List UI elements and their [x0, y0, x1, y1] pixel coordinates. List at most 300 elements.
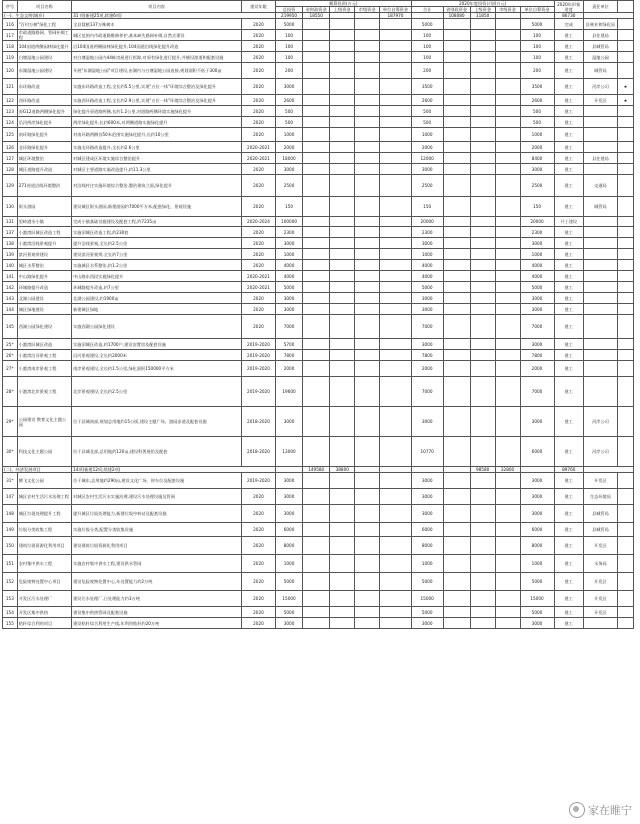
cell-u2 [470, 19, 495, 30]
cell-u2 [470, 523, 495, 537]
cell-m2 [495, 523, 520, 537]
cell-u2 [470, 217, 495, 227]
cell-content: 绿化提升原道路两侧,长约1.2公里,对道路两侧环境实施绿化提升 [72, 106, 242, 117]
cell-year: 2020 [241, 591, 275, 607]
cell-o2: 8400 [520, 153, 554, 164]
table-row [3, 407, 634, 437]
cell-o2: 1000 [520, 249, 554, 260]
cell-prog: 建工 [554, 304, 583, 315]
section-value: 18550 [303, 13, 330, 19]
cell-s2 [443, 217, 470, 227]
cell-m2 [495, 555, 520, 573]
cell-u2 [470, 377, 495, 407]
cell-u [330, 350, 355, 361]
cell-total: 2300 [275, 227, 302, 238]
cell-s [303, 41, 330, 52]
cell-sum: 3000 [411, 339, 443, 350]
cell-u [330, 505, 355, 523]
cell-year: 2020 [241, 95, 275, 106]
section-value: 98580 [470, 467, 495, 473]
table-row [3, 95, 634, 106]
cell-s [303, 249, 330, 260]
cell-name: 城区绿地建设 [17, 304, 71, 315]
cell-total: 3000 [275, 238, 302, 249]
cell-s [303, 489, 330, 505]
cell-o [380, 361, 412, 377]
cell-s2 [443, 153, 470, 164]
cell-unit [583, 106, 617, 117]
cell-content: 城区范围内市政道路维修养护,基本缺失路网补缀,自然式建设 [72, 30, 242, 41]
cell-m [355, 52, 380, 63]
cell-m2 [495, 505, 520, 523]
cell-content: 对南环路两侧各50米范围实施绿化提升,长约10公里 [72, 128, 242, 142]
header-subcell: 上级资金 [330, 7, 355, 13]
table-row [3, 555, 634, 573]
cell-o [380, 238, 412, 249]
cell-s [303, 618, 330, 629]
cell-u2 [470, 153, 495, 164]
cell-no: 140 [3, 260, 18, 271]
cell-sum: 3000 [411, 473, 443, 489]
cell-o2: 2600 [520, 95, 554, 106]
cell-year: 2020 [241, 523, 275, 537]
cell-u2 [470, 41, 495, 52]
cell-s [303, 505, 330, 523]
cell-name: 里岭港水小镇 [17, 217, 71, 227]
cell-u [330, 473, 355, 489]
cell-prog: 建工 [554, 282, 583, 293]
cell-mark [617, 153, 633, 164]
cell-content: 建设建筑垃圾资源化利用项目 [72, 537, 242, 555]
cell-mark [617, 142, 633, 153]
table-row [3, 117, 634, 128]
cell-m2 [495, 473, 520, 489]
cell-no: 148 [3, 505, 18, 523]
cell-s2 [443, 128, 470, 142]
cell-content: 实施西湖公园绿化建设 [72, 315, 242, 339]
cell-m2 [495, 489, 520, 505]
cell-m2 [495, 618, 520, 629]
cell-s [303, 142, 330, 153]
cell-year: 2020 [241, 573, 275, 591]
cell-total: 15000 [275, 591, 302, 607]
cell-s2 [443, 238, 470, 249]
cell-s2 [443, 377, 470, 407]
cell-m [355, 591, 380, 607]
cell-s2 [443, 361, 470, 377]
cell-unit: 开发区 [583, 607, 617, 618]
cell-o [380, 407, 412, 437]
cell-no: 121 [3, 79, 18, 95]
cell-content: 环城路提升改造,约7公里 [72, 282, 242, 293]
cell-content: 对沿线村庄实施环境综合整治,整治建筑立面,绿化提升 [72, 175, 242, 197]
cell-year: 2020 [241, 175, 275, 197]
cell-prog: 建工 [554, 523, 583, 537]
cell-year: 2020 [241, 63, 275, 79]
cell-name: 北湖公园建设 [17, 293, 71, 304]
cell-m2 [495, 79, 520, 95]
cell-total: 500 [275, 117, 302, 128]
cell-unit [583, 238, 617, 249]
cell-prog: 建工 [554, 505, 583, 523]
cell-u [330, 555, 355, 573]
cell-name: 科技文化主题公园 [17, 437, 71, 467]
cell-u2 [470, 350, 495, 361]
cell-unit [583, 142, 617, 153]
table-row [3, 153, 634, 164]
cell-prog: 建工 [554, 52, 583, 63]
cell-sum: 100 [411, 30, 443, 41]
cell-year: 2020 [241, 607, 275, 618]
cell-u [330, 607, 355, 618]
cell-prog: 建工 [554, 555, 583, 573]
cell-o [380, 164, 412, 175]
cell-sum: 2600 [411, 95, 443, 106]
table-row [3, 523, 634, 537]
cell-prog: 开工建设 [554, 217, 583, 227]
cell-o [380, 19, 412, 30]
watermark [569, 802, 632, 818]
cell-mark [617, 30, 633, 41]
cell-total: 3000 [275, 618, 302, 629]
cell-total: 3000 [275, 293, 302, 304]
table-row [3, 505, 634, 523]
cell-mark [617, 407, 633, 437]
cell-year: 2020 [241, 260, 275, 271]
header-subcell: 单位自筹资金 [520, 7, 554, 13]
cell-s2 [443, 339, 470, 350]
cell-u [330, 117, 355, 128]
cell-s2 [443, 249, 470, 260]
cell-prog: 建工 [554, 260, 583, 271]
cell-year: 2020 [241, 537, 275, 555]
cell-no: 124 [3, 117, 18, 128]
cell-u [330, 271, 355, 282]
cell-u [330, 489, 355, 505]
cell-year: 2018-2020 [241, 407, 275, 437]
cell-sum: 3500 [411, 79, 443, 95]
cell-o [380, 489, 412, 505]
cell-s [303, 260, 330, 271]
cell-name: 开发区集中供热 [17, 607, 71, 618]
cell-mark: ★ [617, 79, 633, 95]
cell-prog: 建工 [554, 227, 583, 238]
cell-s2 [443, 197, 470, 217]
cell-no: 130 [3, 197, 18, 217]
cell-year: 2020 [241, 249, 275, 260]
cell-unit: 河岸公司 [583, 437, 617, 467]
cell-s2 [443, 95, 470, 106]
cell-m2 [495, 591, 520, 607]
table-row [3, 19, 634, 30]
cell-year: 2020 [241, 79, 275, 95]
cell-content: 提升城区垃圾处理能力,新建垃圾中转站及配套设施 [72, 505, 242, 523]
cell-name: 西湖公园绿化建设 [17, 315, 71, 339]
cell-total: 500 [275, 106, 302, 117]
cell-unit: 开发区 [583, 537, 617, 555]
cell-total: 5700 [275, 339, 302, 350]
cell-m2 [495, 249, 520, 260]
cell-prog: 建工 [554, 437, 583, 467]
cell-m2 [495, 95, 520, 106]
header-subcell: 上级资金 [470, 7, 495, 13]
cell-o [380, 437, 412, 467]
cell-mark [617, 304, 633, 315]
cell-sum: 2000 [411, 142, 443, 153]
cell-s2 [443, 41, 470, 52]
cell-u [330, 79, 355, 95]
cell-s2 [443, 523, 470, 537]
cell-m2 [495, 407, 520, 437]
cell-mark [617, 63, 633, 79]
table-row [3, 227, 634, 238]
cell-total: 13000 [275, 437, 302, 467]
cell-s2 [443, 555, 470, 573]
cell-s [303, 52, 330, 63]
cell-no: 139 [3, 249, 18, 260]
cell-o2: 100 [520, 30, 554, 41]
cell-u [330, 106, 355, 117]
cell-o2: 3000 [520, 339, 554, 350]
cell-m2 [495, 153, 520, 164]
cell-s [303, 282, 330, 293]
cell-no: 25* [3, 339, 18, 350]
cell-o2: 7000 [520, 377, 554, 407]
cell-m2 [495, 217, 520, 227]
cell-sum: 7000 [411, 315, 443, 339]
cell-content: 实施北环路改造提升,全长约2.6公里 [72, 142, 242, 153]
cell-u2 [470, 293, 495, 304]
cell-prog: 建工 [554, 95, 583, 106]
cell-prog: 建工 [554, 30, 583, 41]
cell-sum: 500 [411, 117, 443, 128]
cell-o [380, 106, 412, 117]
cell-s [303, 217, 330, 227]
table-row [3, 537, 634, 555]
cell-s2 [443, 142, 470, 153]
cell-content: 位于城东,总用地约290亩,建设文化广场、停车位及配套设施 [72, 473, 242, 489]
cell-s2 [443, 591, 470, 607]
cell-s [303, 117, 330, 128]
cell-u [330, 175, 355, 197]
section-value: 149580 [303, 467, 330, 473]
cell-u [330, 282, 355, 293]
cell-unit [583, 350, 617, 361]
cell-m2 [495, 30, 520, 41]
cell-m2 [495, 361, 520, 377]
table-row [3, 106, 634, 117]
cell-name: 农村集中供水工程 [17, 555, 71, 573]
cell-unit: 河岸公司 [583, 79, 617, 95]
cell-o2: 2500 [520, 175, 554, 197]
cell-total: 19600 [275, 377, 302, 407]
cell-u2 [470, 106, 495, 117]
cell-s [303, 238, 330, 249]
cell-mark [617, 607, 633, 618]
header-subcell: 合计 [411, 7, 443, 13]
cell-sum: 150 [411, 197, 443, 217]
cell-total: 5000 [275, 573, 302, 591]
cell-unit: 县城管局 [583, 505, 617, 523]
cell-total: 7800 [275, 350, 302, 361]
cell-u2 [470, 473, 495, 489]
cell-no: 155 [3, 618, 18, 629]
cell-m2 [495, 117, 520, 128]
header-subcell: 市级资金 [355, 7, 380, 13]
cell-m [355, 41, 380, 52]
cell-o [380, 537, 412, 555]
table-row [3, 282, 634, 293]
cell-u [330, 407, 355, 437]
cell-sum: 3000 [411, 505, 443, 523]
cell-unit [583, 249, 617, 260]
cell-name: 城区垃圾处理提升工程 [17, 505, 71, 523]
cell-name: 环城路提升改造 [17, 282, 71, 293]
cell-m2 [495, 238, 520, 249]
table-row [3, 217, 634, 227]
cell-m [355, 473, 380, 489]
cell-o [380, 41, 412, 52]
cell-s [303, 63, 330, 79]
table-row [3, 607, 634, 618]
cell-name: 小港湾沿线景观提升 [17, 238, 71, 249]
cell-o [380, 217, 412, 227]
cell-mark [617, 361, 633, 377]
wechat-like-icon [569, 802, 585, 818]
cell-m [355, 260, 380, 271]
cell-o2: 6000 [520, 437, 554, 467]
cell-s [303, 591, 330, 607]
cell-mark [617, 537, 633, 555]
cell-o [380, 505, 412, 523]
cell-no: 143 [3, 293, 18, 304]
cell-year: 2020 [241, 197, 275, 217]
cell-s2 [443, 271, 470, 282]
cell-sum: 7000 [411, 377, 443, 407]
cell-s [303, 361, 330, 377]
cell-total: 3000 [275, 505, 302, 523]
cell-year: 2020 [241, 293, 275, 304]
cell-o2: 100 [520, 52, 554, 63]
cell-m [355, 175, 380, 197]
cell-u [330, 164, 355, 175]
cell-content: 中山路东西段实施绿化提升 [72, 271, 242, 282]
cell-u2 [470, 249, 495, 260]
cell-u [330, 573, 355, 591]
cell-no: 120 [3, 63, 18, 79]
table-row [3, 437, 634, 467]
cell-u2 [470, 197, 495, 217]
cell-sum: 3000 [411, 618, 443, 629]
cell-name: 南环路绿化提升 [17, 128, 71, 142]
cell-no: 128 [3, 164, 18, 175]
cell-total: 2500 [275, 175, 302, 197]
cell-m [355, 153, 380, 164]
cell-m [355, 227, 380, 238]
cell-m [355, 377, 380, 407]
cell-content: 建设滨河景观带,全长约7公里 [72, 249, 242, 260]
cell-unit: 开发区 [583, 95, 617, 106]
cell-m2 [495, 271, 520, 282]
cell-no: 123 [3, 106, 18, 117]
cell-m2 [495, 377, 520, 407]
cell-unit [583, 271, 617, 282]
cell-o [380, 350, 412, 361]
cell-u2 [470, 537, 495, 555]
cell-m2 [495, 142, 520, 153]
cell-s [303, 271, 330, 282]
cell-mark [617, 489, 633, 505]
cell-sum: 1000 [411, 555, 443, 573]
header-cell: 序号 [3, 1, 18, 13]
cell-o [380, 175, 412, 197]
cell-u2 [470, 361, 495, 377]
cell-no: 142 [3, 282, 18, 293]
cell-m [355, 489, 380, 505]
section-label: (二)、经济发展项目 [3, 467, 72, 473]
cell-content: 北湖公园建设,约1900亩 [72, 293, 242, 304]
cell-unit: 城管局 [583, 197, 617, 217]
cell-content: 实施东环路改造工程,全长约5.5公里,实现"五位一体"环境综合整治及绿化提升 [72, 79, 242, 95]
cell-name: 中山路绿化提升 [17, 271, 71, 282]
cell-o [380, 95, 412, 106]
cell-u2 [470, 618, 495, 629]
cell-s [303, 339, 330, 350]
cell-u [330, 95, 355, 106]
cell-m2 [495, 260, 520, 271]
cell-unit: 县林业和绿化局 [583, 19, 617, 30]
cell-s [303, 573, 330, 591]
cell-unit: 河岸公司 [583, 407, 617, 437]
cell-sum: 20000 [411, 217, 443, 227]
cell-m [355, 523, 380, 537]
cell-content: 实施城区水系整治,约1.2公里 [72, 260, 242, 271]
cell-s [303, 128, 330, 142]
cell-sum: 1000 [411, 128, 443, 142]
cell-o2: 500 [520, 117, 554, 128]
cell-name: 腾飞文化公园 [17, 473, 71, 489]
cell-s2 [443, 106, 470, 117]
cell-content: 对白塘湿地公园内44栋房屋进行拆除,对原有绿化进行提升,并铺设游道和配套设施 [72, 52, 242, 63]
cell-s2 [443, 618, 470, 629]
cell-u [330, 41, 355, 52]
cell-s2 [443, 63, 470, 79]
cell-m [355, 555, 380, 573]
cell-o [380, 197, 412, 217]
cell-o [380, 117, 412, 128]
cell-prog: 建工 [554, 293, 583, 304]
cell-no: 26* [3, 350, 18, 361]
cell-content: 建设城区街头游园,新建游园约7000平方米,配套绿化、景观设施 [72, 197, 242, 217]
cell-content: 两岸绿化提升,长约600米,对两侧道路实施绿化提升 [72, 117, 242, 128]
cell-unit [583, 260, 617, 271]
cell-year: 2020 [241, 30, 275, 41]
section-count: 14项(新建12项,续建2项) [72, 467, 276, 473]
cell-unit: 县住建局 [583, 30, 617, 41]
cell-o2: 6000 [520, 523, 554, 537]
header-cell: 建设年限 [241, 1, 275, 13]
cell-m [355, 607, 380, 618]
cell-s [303, 293, 330, 304]
cell-u [330, 30, 355, 41]
cell-u2 [470, 489, 495, 505]
cell-name: 小港湾沿河景观工程 [17, 350, 71, 361]
cell-s [303, 437, 330, 467]
cell-mark [617, 238, 633, 249]
cell-content: 实施垃圾分类,配置分类收集设施 [72, 523, 242, 537]
cell-u [330, 52, 355, 63]
cell-prog: 建工 [554, 63, 583, 79]
